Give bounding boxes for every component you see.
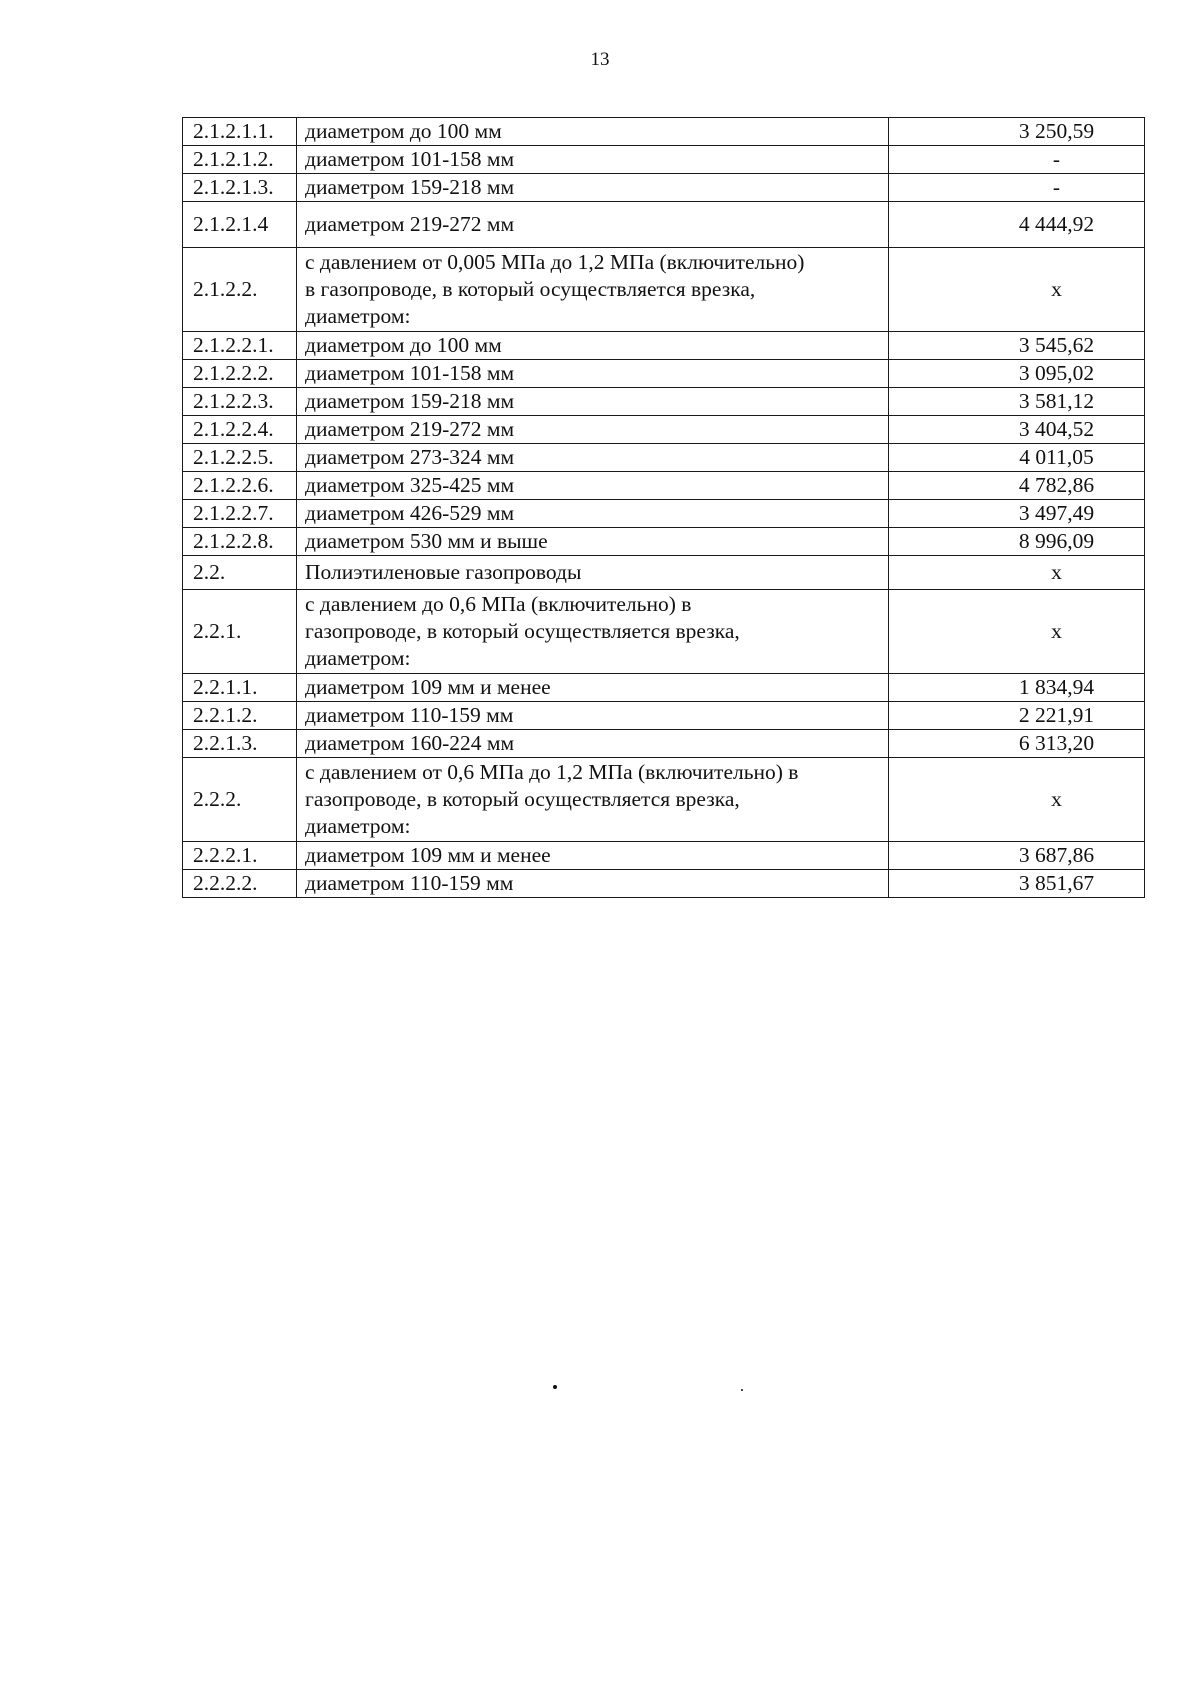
- item-description: с давлением от 0,6 МПа до 1,2 МПа (включительно) в газопроводе, в который осуществляется врезка, диаметром:: [297, 758, 889, 842]
- item-description: с давлением до 0,6 МПа (включительно) в газопроводе, в который осуществляется врезка, диаметром:: [297, 590, 889, 674]
- item-description: диаметром 109 мм и менее: [297, 842, 889, 870]
- item-number: 2.2.2.1.: [183, 842, 297, 870]
- item-value: x: [889, 556, 1145, 590]
- item-number: 2.2.1.3.: [183, 730, 297, 758]
- table-row: [183, 360, 1145, 388]
- item-value: 3 497,49: [889, 500, 1145, 528]
- item-value: -: [889, 174, 1145, 202]
- item-number: 2.1.2.1.4: [183, 202, 297, 248]
- item-value: 3 687,86: [889, 842, 1145, 870]
- item-description: диаметром до 100 мм: [297, 332, 889, 360]
- item-description: диаметром 159-218 мм: [297, 388, 889, 416]
- scan-speck: [553, 1385, 557, 1389]
- page-number: 13: [590, 49, 610, 70]
- item-number: 2.2.1.: [183, 590, 297, 674]
- item-value: x: [889, 248, 1145, 332]
- table-row: [183, 500, 1145, 528]
- table-row: [183, 444, 1145, 472]
- table-row: [183, 556, 1145, 590]
- item-description: диаметром 530 мм и выше: [297, 528, 889, 556]
- table-row: [183, 758, 1145, 842]
- table-row: [183, 416, 1145, 444]
- item-number: 2.1.2.2.4.: [183, 416, 297, 444]
- item-value: x: [889, 758, 1145, 842]
- table-row: [183, 528, 1145, 556]
- table-row: [183, 590, 1145, 674]
- table-row: [183, 730, 1145, 758]
- item-description: диаметром 101-158 мм: [297, 146, 889, 174]
- item-value: 4 011,05: [889, 444, 1145, 472]
- table-row: [183, 248, 1145, 332]
- item-description: диаметром 273-324 мм: [297, 444, 889, 472]
- table-row: [183, 702, 1145, 730]
- item-description: диаметром 110-159 мм: [297, 870, 889, 898]
- item-description: Полиэтиленовые газопроводы: [297, 556, 889, 590]
- item-number: 2.1.2.2.1.: [183, 332, 297, 360]
- table-row: [183, 332, 1145, 360]
- item-number: 2.1.2.1.1.: [183, 118, 297, 146]
- item-number: 2.1.2.2.: [183, 248, 297, 332]
- item-number: 2.2.2.: [183, 758, 297, 842]
- scan-speck: [741, 1389, 743, 1391]
- item-description: с давлением от 0,005 МПа до 1,2 МПа (включительно) в газопроводе, в который осуществляется врезка, диаметром:: [297, 248, 889, 332]
- item-value: 2 221,91: [889, 702, 1145, 730]
- table-row: [183, 202, 1145, 248]
- item-number: 2.1.2.2.6.: [183, 472, 297, 500]
- table-row: [183, 388, 1145, 416]
- table-row: [183, 146, 1145, 174]
- item-value: 6 313,20: [889, 730, 1145, 758]
- item-number: 2.2.1.1.: [183, 674, 297, 702]
- item-number: 2.1.2.2.5.: [183, 444, 297, 472]
- item-description: диаметром 219-272 мм: [297, 416, 889, 444]
- tariff-table: [182, 117, 1145, 898]
- item-description: диаметром 109 мм и менее: [297, 674, 889, 702]
- table-row: [183, 870, 1145, 898]
- item-number: 2.2.1.2.: [183, 702, 297, 730]
- table-row: [183, 118, 1145, 146]
- item-value: 3 545,62: [889, 332, 1145, 360]
- item-description: диаметром 219-272 мм: [297, 202, 889, 248]
- table-row: [183, 472, 1145, 500]
- item-description: диаметром 110-159 мм: [297, 702, 889, 730]
- item-value: 3 581,12: [889, 388, 1145, 416]
- item-number: 2.2.: [183, 556, 297, 590]
- item-description: диаметром 426-529 мм: [297, 500, 889, 528]
- table-row: [183, 842, 1145, 870]
- item-description: диаметром до 100 мм: [297, 118, 889, 146]
- item-value: 4 782,86: [889, 472, 1145, 500]
- item-description: диаметром 159-218 мм: [297, 174, 889, 202]
- item-number: 2.1.2.2.2.: [183, 360, 297, 388]
- item-value: x: [889, 590, 1145, 674]
- item-value: -: [889, 146, 1145, 174]
- item-number: 2.1.2.2.8.: [183, 528, 297, 556]
- item-description: диаметром 325-425 мм: [297, 472, 889, 500]
- item-number: 2.1.2.2.7.: [183, 500, 297, 528]
- item-description: диаметром 160-224 мм: [297, 730, 889, 758]
- item-description: диаметром 101-158 мм: [297, 360, 889, 388]
- item-number: 2.2.2.2.: [183, 870, 297, 898]
- item-value: 3 095,02: [889, 360, 1145, 388]
- item-value: 4 444,92: [889, 202, 1145, 248]
- item-number: 2.1.2.1.3.: [183, 174, 297, 202]
- table-row: [183, 174, 1145, 202]
- item-value: 3 250,59: [889, 118, 1145, 146]
- item-value: 3 404,52: [889, 416, 1145, 444]
- item-value: 8 996,09: [889, 528, 1145, 556]
- table-row: [183, 674, 1145, 702]
- item-value: 3 851,67: [889, 870, 1145, 898]
- item-number: 2.1.2.1.2.: [183, 146, 297, 174]
- item-value: 1 834,94: [889, 674, 1145, 702]
- item-number: 2.1.2.2.3.: [183, 388, 297, 416]
